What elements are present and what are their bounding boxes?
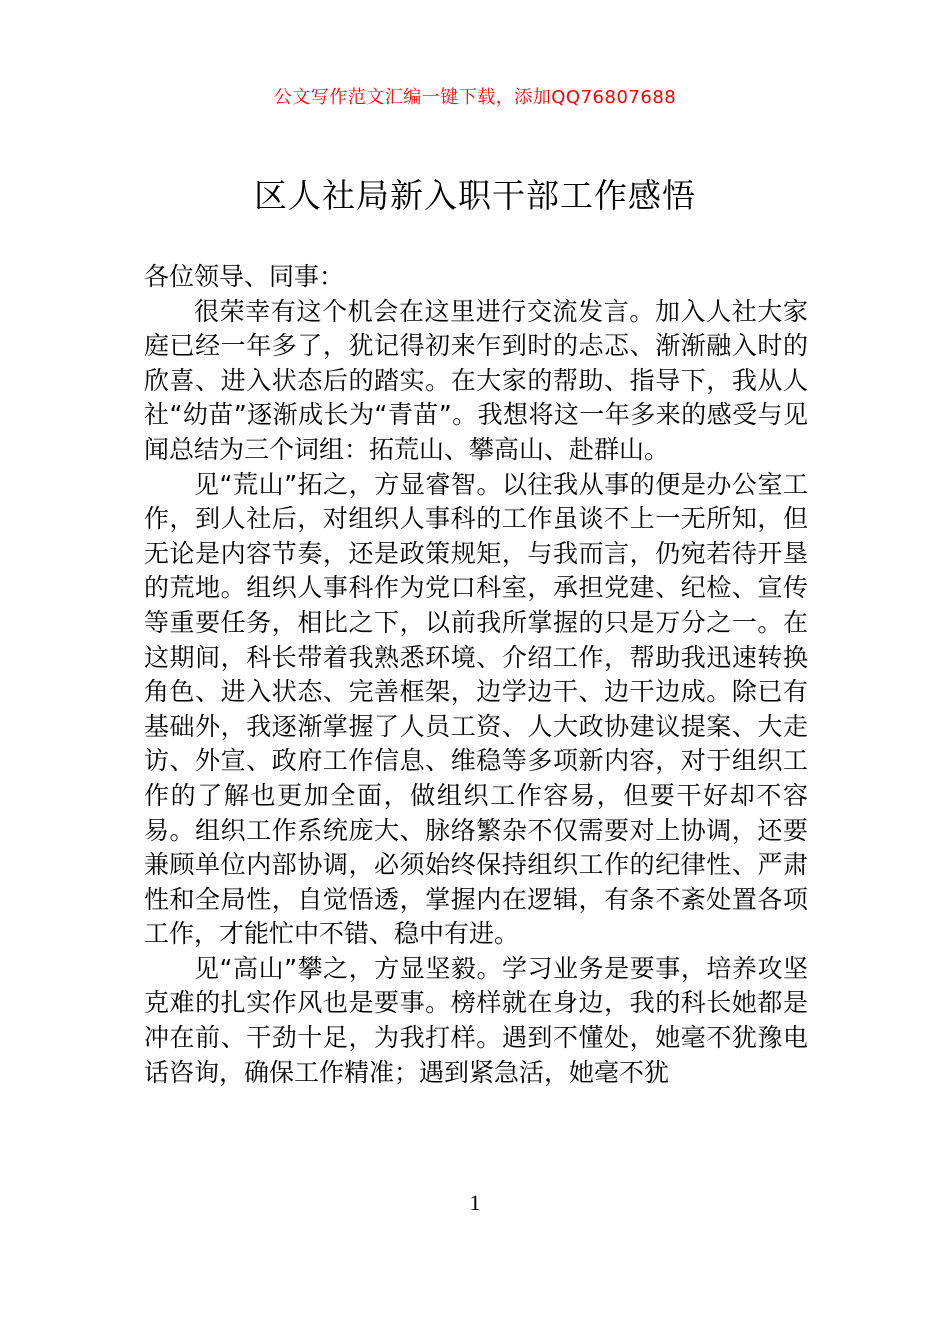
salutation: 各位领导、同事： (144, 262, 345, 291)
download-notice: 公文写作范文汇编一键下载，添加QQ76807688 (273, 87, 677, 108)
paragraph-high-mountain: 见“高山”攀之，方显坚毅。学习业务是要事，培养攻坚克难的扎实作风也是要事。榜样就在身边，我的科长她都是冲在前、干劲十足，为我打样。遇到不懂处，她毫不犹豫电话咨询，确保工作精准；遇到紧急活，她毫不犹 (144, 953, 808, 1087)
paragraph-wasteland: 见“荒山”拓之，方显睿智。以往我从事的便是办公室工作，到人社后，对组织人事科的工作虽谈不上一无所知，但无论是内容节奏，还是政策规矩，与我而言，仍宛若待开垦的荒地。组织人事科作为党口科室，承担党建、纪检、宣传等重要任务，相比之下，以前我所掌握的只是万分之一。在这期间，科长带着我熟悉环境、介绍工作，帮助我迅速转换角色、进入状态、完善框架，边学边干、边干边成。除已有基础外，我逐渐掌握了人员工资、人大政协建议提案、大走访、外宣、政府工作信息、维稳等多项新内容，对于组织工作的了解也更加全面，做组织工作容易，但要干好却不容易。组织工作系统庞大、脉络繁杂不仅需要对上协调，还要兼顾单位内部协调，必须始终保持组织工作的纪律性、严肃性和全局性，自觉悟透，掌握内在逻辑，有条不紊处置各项工作，才能忙中不错、稳中有进。 (144, 469, 808, 949)
document-body (144, 260, 808, 1090)
paragraph-intro: 很荣幸有这个机会在这里进行交流发言。加入人社大家庭已经一年多了，犹记得初来乍到时的忐忑、渐渐融入时的欣喜、进入状态后的踏实。在大家的帮助、指导下，我从人社“幼苗”逐渐成长为“青苗”。我想将这一年多来的感受与见闻总结为三个词组：拓荒山、攀高山、赴群山。 (144, 296, 808, 464)
document-title: 区人社局新入职干部工作感悟 (254, 176, 696, 215)
page-number: 1 (469, 1190, 481, 1215)
